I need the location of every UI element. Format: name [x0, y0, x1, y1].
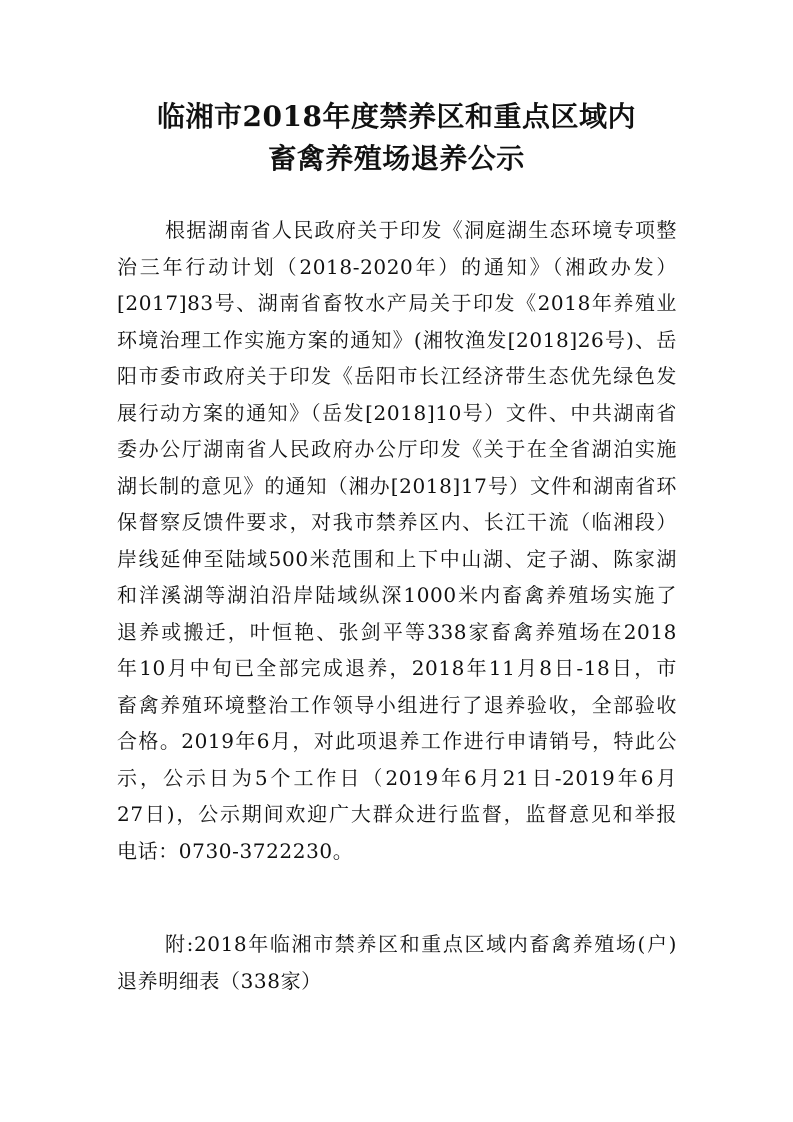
paragraph-line: 岸线延伸至陆域500米范围和上下中山湖、定子湖、陈家湖 — [117, 546, 677, 571]
paragraph-line: 和洋溪湖等湖泊沿岸陆域纵深1000米内畜禽养殖场实施了 — [117, 583, 677, 607]
paragraph-line: 示，公示日为5个工作日（2019年6月21日-2019年6月 — [117, 765, 677, 790]
paragraph-line: 委办公厅湖南省人民政府办公厅印发《关于在全省湖泊实施 — [117, 437, 677, 461]
paragraph-line: 畜禽养殖环境整治工作领导小组进行了退养验收，全部验收 — [117, 692, 677, 717]
paragraph-line: 合格。2019年6月，对此项退养工作进行申请销号，特此公 — [117, 729, 677, 753]
paragraph-line: 根据湖南省人民政府关于印发《洞庭湖生态环境专项整 — [165, 218, 677, 242]
notice-body-paragraph — [117, 212, 677, 869]
paragraph-line: 环境治理工作实施方案的通知》(湘牧渔发[2018]26号)、岳 — [117, 327, 677, 352]
paragraph-line: 年10月中旬已全部完成退养，2018年11月8日-18日，市 — [117, 656, 677, 680]
document-title-line-2: 畜禽养殖场退养公示 — [268, 142, 525, 175]
document-title-line-1: 临湘市2018年度禁养区和重点区域内 — [157, 100, 636, 133]
paragraph-line: 27日)，公示期间欢迎广大群众进行监督，监督意见和举报 — [117, 802, 677, 826]
attachment-note — [117, 926, 677, 999]
paragraph-line: [2017]83号、湖南省畜牧水产局关于印发《2018年养殖业 — [117, 291, 677, 315]
paragraph-line: 电话：0730-3722230。 — [117, 838, 354, 863]
paragraph-line: 保督察反馈件要求，对我市禁养区内、长江干流（临湘段） — [117, 510, 677, 534]
paragraph-line: 湖长制的意见》的通知（湘办[2018]17号）文件和湖南省环 — [117, 473, 677, 498]
paragraph-line: 退养或搬迁，叶恒艳、张剑平等338家畜禽养殖场在2018 — [117, 619, 677, 644]
paragraph-line: 阳市委市政府关于印发《岳阳市长江经济带生态优先绿色发 — [117, 364, 677, 388]
attachment-line: 附:2018年临湘市禁养区和重点区域内畜禽养殖场(户) — [165, 932, 677, 956]
attachment-line: 退养明细表（338家） — [117, 968, 322, 993]
paragraph-line: 治三年行动计划（2018-2020年）的通知》（湘政办发） — [117, 254, 677, 279]
paragraph-line: 展行动方案的通知》（岳发[2018]10号）文件、中共湖南省 — [117, 400, 677, 425]
